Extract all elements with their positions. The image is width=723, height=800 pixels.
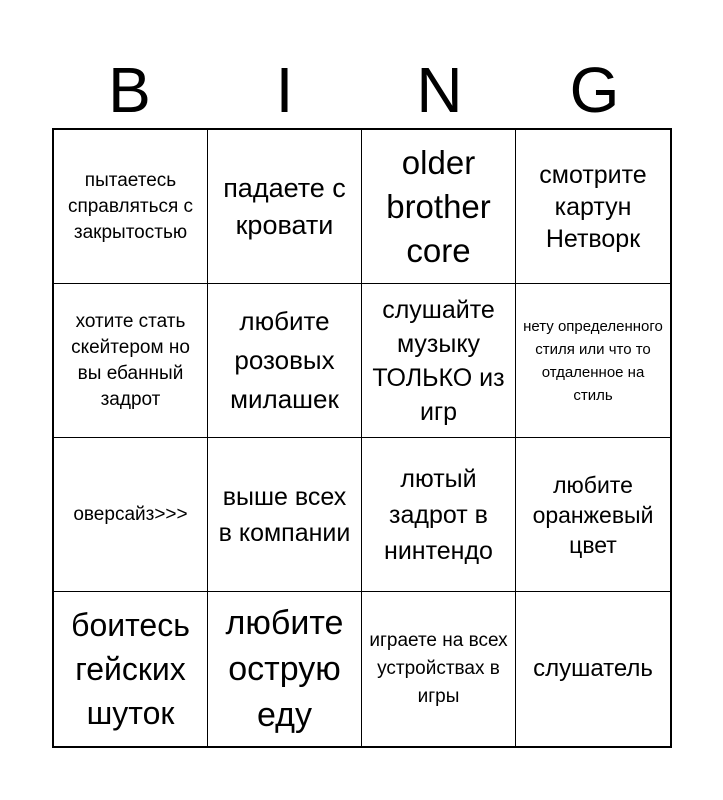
cell-text: лютый задрот в нинтендо: [384, 464, 493, 565]
cell-text: падаете с кровати: [223, 172, 346, 240]
bingo-cell[interactable]: [516, 438, 670, 592]
bingo-cell[interactable]: [362, 284, 516, 438]
bingo-cell[interactable]: [516, 592, 670, 746]
cell-text: оверсайз>>>: [73, 503, 188, 525]
header-letter-b: B: [108, 54, 151, 126]
bingo-cell[interactable]: [54, 438, 208, 592]
header-letter-g: G: [569, 54, 620, 126]
bingo-cell[interactable]: [208, 592, 362, 746]
bingo-cell[interactable]: [516, 130, 670, 284]
cell-text: older brother core: [386, 143, 491, 269]
bingo-cell[interactable]: [208, 438, 362, 592]
bingo-board: [52, 128, 672, 748]
bingo-cell[interactable]: [54, 592, 208, 746]
cell-text: нету определенного стиля или что то отдаленное на стиль: [523, 317, 663, 404]
header-letter-i: I: [275, 54, 294, 126]
cell-text: пытаетесь справляться с закрытостью: [67, 169, 194, 243]
cell-text: смотрите картун Нетворк: [539, 160, 647, 253]
bingo-cell[interactable]: [54, 130, 208, 284]
bingo-cell[interactable]: [516, 284, 670, 438]
cell-text: слушатель: [533, 655, 653, 682]
header-letter-n: N: [416, 54, 463, 126]
bingo-cell[interactable]: [54, 284, 208, 438]
bingo-cell[interactable]: [362, 438, 516, 592]
bingo-cell[interactable]: [208, 284, 362, 438]
cell-text: слушайте музыку ТОЛЬКО из игр: [372, 295, 505, 426]
bingo-header: [52, 52, 672, 128]
cell-text: любите розовых милашек: [230, 306, 339, 414]
cell-text: играете на всех устройствах в игры: [369, 630, 508, 707]
cell-text: хотите стать скейтером но вы ебанный задрот: [71, 310, 190, 410]
cell-text: боитесь гейских шуток: [71, 607, 190, 731]
cell-text: любите оранжевый цвет: [532, 471, 654, 558]
cell-text: выше всех в компании: [218, 482, 351, 547]
bingo-cell[interactable]: [362, 592, 516, 746]
bingo-cell[interactable]: [208, 130, 362, 284]
cell-text: любите острую еду: [225, 604, 344, 734]
bingo-cell[interactable]: [362, 130, 516, 284]
